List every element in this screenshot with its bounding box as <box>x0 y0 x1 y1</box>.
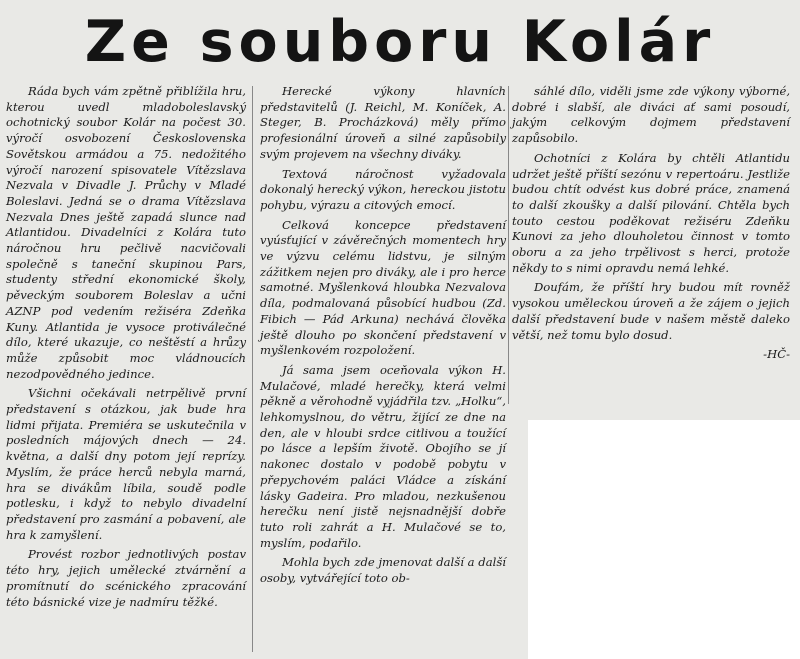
article-headline: Ze souboru Kolár <box>84 9 716 75</box>
paragraph: Celková koncepce představení vyúsťující v závěrečných momentech hry ve výzvu celému lidstvu, je silným zážitkem nejen pro diváky, ale i pro herce samotné. Myšlenková hloubka Nezvalova díla, podmalovaná působící hudbou (Zd. Fibich — Pád Arkuna) nechává člověka ještě dlouho po skončení představení v myšlenkovém rozpoložení. <box>260 217 506 358</box>
article-column-2 <box>260 84 506 591</box>
author-signature: -HČ- <box>763 347 790 362</box>
article-column-3 <box>512 84 790 367</box>
paragraph: Všichni očekávali netrpělivě první představení s otázkou, jak bude hra lidmi přijata. Premiéra se uskutečnila v posledních májových dnech — 24. května, a další dny potom její reprízy. Myslím, že práce herců nebyla marná, hra se divákům líbila, soudě podle potlesku, i když to nebylo divadelní představení pro zasmání a pobavení, ale hra k zamyšlení. <box>6 386 246 542</box>
paragraph: Já sama jsem oceňovala výkon H. Mulačové, mladé herečky, která velmi pěkně a věrohodně vyjádřila tzv. „Holku“, lehkomyslnou, do větru, žijící ze dne na den, ale v hloubi srdce citlivou a toužící po lásce a lepším životě. Obojího se jí nakonec dostalo v podobě pobytu v přepychovém paláci Vládce a získání lásky Gadeira. Pro mladou, nezkušenou herečku není jistě nejsnadnější dobře tuto roli zahrát a H. Mulačové se to, myslím, podařilo. <box>260 362 506 550</box>
column-divider <box>252 86 253 652</box>
paragraph: Ochotníci z Kolára by chtěli Atlantidu udržet ještě příští sezónu v repertoáru. Jestliže budou chtít odvést kus dobré práce, znamená to další zkoušky a další pilování. Chtěla bych touto cestou poděkovat režiséru Zdeňku Kunovi za jeho dlouholetou činnost v tomto oboru a za jeho trpělivost s herci, protože někdy to s nimi opravdu nemá lehké. <box>512 150 790 275</box>
paragraph: Doufám, že příští hry budou mít rovněž vysokou uměleckou úroveň a že zájem o jejich další představení bude v našem městě daleko větší, než tomu bylo dosud. <box>512 280 790 342</box>
paragraph: sáhlé dílo, viděli jsme zde výkony výborné, dobré i slabší, ale diváci ať sami posoudí, jakým celkovým dojmem představení zapůsobilo. <box>512 84 790 146</box>
paragraph: Ráda bych vám zpětně přiblížila hru, kterou uvedl mladoboleslavský ochotnický soubor Kolár na počest 30. výročí osvobození Československa Sovětskou armádou a 75. nedožitého výročí narození spisovatele Vítězslava Nezvala v Divadle J. Průchy v Mladé Boleslavi. Jedná se o drama Vítězslava Nezvala Dnes ještě zapadá slunce nad Atlantidou. Divadelníci z Kolára tuto náročnou hru pečlivě nacvičovali společně s taneční skupinou Pars, studenty střední ekonomické školy, pěveckým souborem Boleslav a učni AZNP pod vedením režiséra Zdeňka Kuny. Atlantida je vysoce protiválečné dílo, které ukazuje, co neštěstí a hrůzy může způsobit moc vládnoucích nezodpovědného jedince. <box>6 84 246 381</box>
article-column-1 <box>6 84 246 614</box>
paragraph: Textová náročnost vyžadovala dokonalý herecký výkon, hereckou jistotu pohybu, výrazu a citových emocí. <box>260 166 506 212</box>
paragraph: Mohla bych zde jmenovat další a další osoby, vytvářející toto ob- <box>260 555 506 586</box>
paragraph: Provést rozbor jednotlivých postav této hry, jejich umělecké ztvárnění a promítnutí do scénického zpracování této básnické vize je nadmíru těžké. <box>6 547 246 609</box>
paragraph: Herecké výkony hlavních představitelů (J. Reichl, M. Koníček, A. Steger, B. Procházková) měly přímo profesionální úroveň a silné zapůsobily svým projevem na všechny diváky. <box>260 84 506 161</box>
column-divider <box>508 86 509 404</box>
